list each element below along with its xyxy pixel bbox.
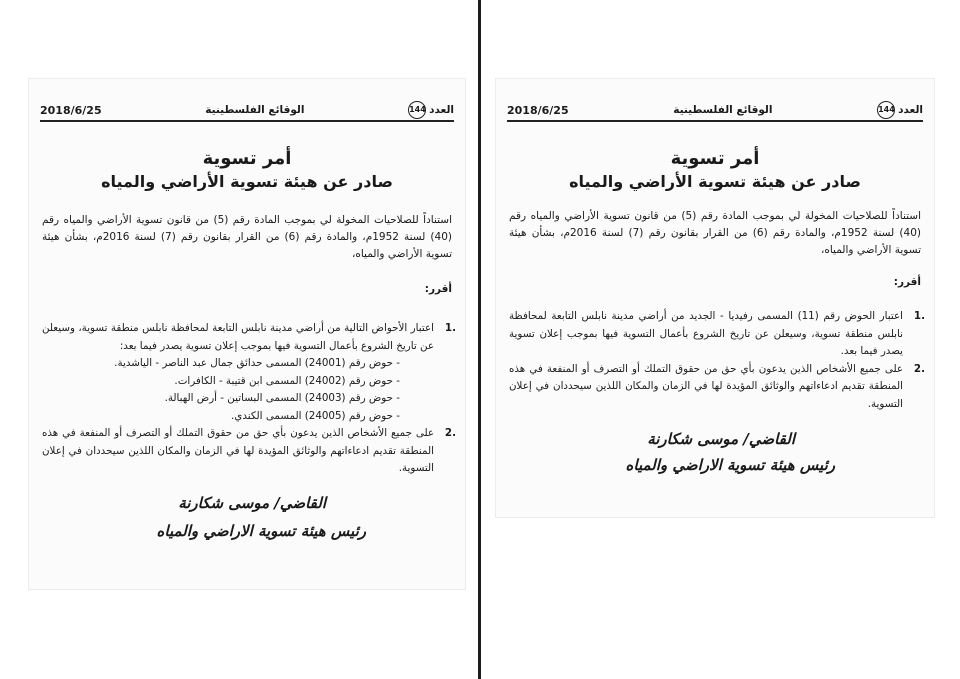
item-text: على جميع الأشخاص الذين يدعون بأي حق من حقوق التملك أو التصرف أو المنفعة في هذه المنطقة تقديم ادعاءاتهم والوثائق المؤيدة لها في الزمان والمكان اللذين سيحددان في إعلان التسوية. [42, 427, 434, 474]
signature-title: رئيس هيئة تسوية الاراضي والمياه [156, 522, 366, 540]
item-number: 1. [913, 310, 925, 322]
page-header [507, 100, 923, 122]
order-items [509, 308, 925, 413]
basin-item: - حوض رقم (24002) المسمى ابن قتيبة - الكافرات. [42, 373, 400, 391]
publication-date: 2018/6/25 [507, 103, 569, 117]
right-document-page [495, 78, 935, 518]
preamble-text: استناداً للصلاحيات المخولة لي بموجب المادة رقم (5) من قانون تسوية الأراضي والمياه رقم (40) لسنة 1952م، والمادة رقم (6) من القرار بقانون رقم (7) لسنة 2016م، بشأن هيئة تسوية الأراضي والمياه، [42, 214, 453, 260]
left-document-page [28, 78, 466, 590]
preamble-text: استناداً للصلاحيات المخولة لي بموجب المادة رقم (5) من قانون تسوية الأراضي والمياه رقم (40) لسنة 1952م، والمادة رقم (6) من القرار بقانون رقم (7) لسنة 2016م، بشأن هيئة تسوية الأراضي والمياه، [509, 210, 921, 256]
order-subtitle: صادر عن هيئة تسوية الأراضي والمياه [101, 172, 393, 191]
issue-label: العدد [898, 104, 923, 116]
item-number: 2. [913, 362, 925, 375]
item-number: 2. [444, 427, 456, 439]
page-header [40, 100, 454, 122]
list-item [509, 361, 925, 414]
order-subtitle: صادر عن هيئة تسوية الأراضي والمياه [569, 172, 861, 191]
item-text: اعتبار الحوض رقم (11) المسمى رفيديا - الجديد من أراضي مدينة نابلس التابعة لمحافظة نابلس منطقة تسوية، وسيعلن عن تاريخ الشروع بأعمال التسوية فيها بموجب إعلان تسوية يصدر فيما بعد. [509, 310, 904, 357]
signature-name: القاضي/ موسى شكارنة [178, 494, 326, 512]
basin-item: - حوض رقم (24003) المسمى البساتين - أرض الهبالة. [42, 390, 400, 408]
publication-name: الوقائع الفلسطينية [673, 104, 773, 116]
order-items [42, 320, 456, 478]
item-number: 1. [444, 322, 456, 334]
list-item [42, 425, 456, 478]
list-item [509, 308, 925, 361]
signature-title: رئيس هيئة تسوية الاراضي والمياه [625, 456, 835, 474]
signature-name: القاضي/ موسى شكارنة [647, 430, 795, 448]
basin-list [42, 355, 434, 425]
basin-item: - حوض رقم (24005) المسمى الكندي. [42, 408, 400, 426]
item-text: على جميع الأشخاص الذين يدعون بأي حق من حقوق التملك أو التصرف أو المنفعة في هذه المنطقة تقديم ادعاءاتهم والوثائق المؤيدة لها في الزمان والمكان اللذين سيحددان في إعلان التسوية. [509, 362, 903, 410]
issue-label: العدد [429, 104, 454, 116]
publication-date: 2018/6/25 [40, 103, 102, 117]
decide-label: أقرر: [424, 283, 452, 295]
page-divider [478, 0, 481, 679]
basin-item: - حوض رقم (24001) المسمى حدائق جمال عبد الناصر - الياشدية. [42, 355, 400, 373]
list-item [42, 320, 456, 425]
issue-number-badge: 144 [408, 101, 426, 119]
decide-label: أقرر: [893, 276, 921, 288]
order-title: أمر تسوية [202, 148, 292, 169]
order-title: أمر تسوية [670, 148, 760, 169]
publication-name: الوقائع الفلسطينية [205, 104, 305, 116]
item-text: اعتبار الأحواض التالية من أراضي مدينة نابلس التابعة لمحافظة نابلس منطقة تسوية، وسيعلن عن تاريخ الشروع بأعمال التسوية فيها بموجب إعلان تسوية يصدر فيما بعد: [42, 322, 434, 352]
issue-number-badge: 144 [877, 101, 895, 119]
